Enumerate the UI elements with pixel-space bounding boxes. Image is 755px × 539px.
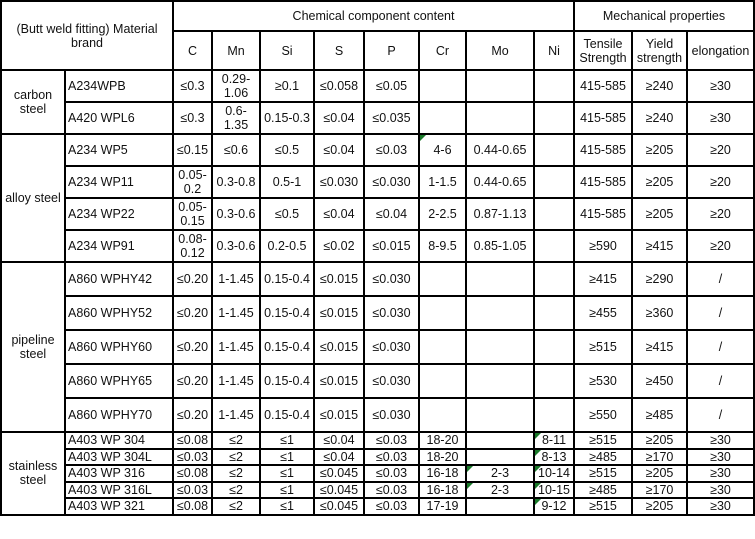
table-row: [1, 134, 754, 166]
steel-group-label: carbon steel: [1, 70, 65, 134]
value-cell-elongation: ≥20: [687, 134, 754, 166]
value-cell-cr: [419, 70, 466, 102]
material-brand-cell: A403 WP 316L: [65, 482, 173, 499]
material-brand-cell: A234 WP22: [65, 198, 173, 230]
column-header-elongation: elongation: [687, 31, 754, 70]
value-cell-c: ≤0.20: [173, 296, 212, 330]
value-cell-c: ≤0.08: [173, 465, 212, 482]
value-cell-p: ≤0.03: [364, 465, 419, 482]
value-cell-p: ≤0.030: [364, 364, 419, 398]
value-cell-mo: [466, 398, 534, 432]
value-cell-c: 0.05-0.2: [173, 166, 212, 198]
column-header-ni: Ni: [534, 31, 574, 70]
material-brand-cell: A234WPB: [65, 70, 173, 102]
value-cell-si: 0.2-0.5: [260, 230, 314, 262]
value-cell-c: ≤0.15: [173, 134, 212, 166]
table-row: [1, 198, 754, 230]
value-cell-c: ≤0.20: [173, 398, 212, 432]
value-cell-mo: [466, 70, 534, 102]
value-cell-tensile-strength: 415-585: [574, 134, 632, 166]
value-cell-si: ≤1: [260, 432, 314, 449]
value-cell-elongation: ≥30: [687, 482, 754, 499]
value-cell-elongation: ≥20: [687, 198, 754, 230]
value-cell-yield-strength: ≥170: [632, 449, 687, 466]
table-row: [1, 465, 754, 482]
table-row: [1, 70, 754, 102]
value-cell-s: ≤0.04: [314, 449, 364, 466]
table-row: [1, 432, 754, 449]
material-brand-cell: A860 WPHY65: [65, 364, 173, 398]
value-cell-yield-strength: ≥205: [632, 134, 687, 166]
value-cell-yield-strength: ≥450: [632, 364, 687, 398]
value-cell-mo: [466, 102, 534, 134]
value-cell-s: ≤0.058: [314, 70, 364, 102]
value-cell-yield-strength: ≥205: [632, 166, 687, 198]
value-cell-tensile-strength: ≥515: [574, 498, 632, 515]
value-cell-mn: 1-1.45: [212, 364, 260, 398]
value-cell-mn: ≤2: [212, 498, 260, 515]
table-row: [1, 166, 754, 198]
material-brand-cell: A234 WP91: [65, 230, 173, 262]
value-cell-ni: [534, 296, 574, 330]
value-cell-yield-strength: ≥240: [632, 70, 687, 102]
value-cell-ni: 8-11: [534, 432, 574, 449]
column-header-p: P: [364, 31, 419, 70]
value-cell-mn: 0.29-1.06: [212, 70, 260, 102]
value-cell-mn: ≤2: [212, 465, 260, 482]
value-cell-mn: ≤0.6: [212, 134, 260, 166]
value-cell-si: 0.15-0.4: [260, 330, 314, 364]
value-cell-cr: [419, 262, 466, 296]
value-cell-tensile-strength: ≥515: [574, 432, 632, 449]
value-cell-elongation: /: [687, 330, 754, 364]
table-row: [1, 330, 754, 364]
column-header-yield-strength: Yield strength: [632, 31, 687, 70]
value-cell-ni: 10-14: [534, 465, 574, 482]
value-cell-s: ≤0.045: [314, 465, 364, 482]
value-cell-yield-strength: ≥205: [632, 498, 687, 515]
value-cell-s: ≤0.015: [314, 398, 364, 432]
value-cell-s: ≤0.04: [314, 134, 364, 166]
value-cell-c: ≤0.20: [173, 262, 212, 296]
column-header-tensile-strength: Tensile Strength: [574, 31, 632, 70]
value-cell-mn: ≤2: [212, 482, 260, 499]
value-cell-si: ≤1: [260, 465, 314, 482]
value-cell-ni: [534, 364, 574, 398]
steel-group-label: pipeline steel: [1, 262, 65, 432]
value-cell-c: 0.05-0.15: [173, 198, 212, 230]
value-cell-yield-strength: ≥170: [632, 482, 687, 499]
value-cell-tensile-strength: 415-585: [574, 102, 632, 134]
value-cell-tensile-strength: ≥485: [574, 449, 632, 466]
value-cell-yield-strength: ≥205: [632, 198, 687, 230]
value-cell-yield-strength: ≥415: [632, 330, 687, 364]
material-brand-cell: A860 WPHY70: [65, 398, 173, 432]
value-cell-p: ≤0.030: [364, 296, 419, 330]
value-cell-mo: 0.87-1.13: [466, 198, 534, 230]
value-cell-ni: [534, 70, 574, 102]
steel-group-label: alloy steel: [1, 134, 65, 262]
material-brand-cell: A234 WP5: [65, 134, 173, 166]
value-cell-cr: [419, 364, 466, 398]
value-cell-elongation: /: [687, 262, 754, 296]
value-cell-si: 0.15-0.3: [260, 102, 314, 134]
value-cell-tensile-strength: 415-585: [574, 198, 632, 230]
table-row: [1, 398, 754, 432]
value-cell-tensile-strength: ≥530: [574, 364, 632, 398]
value-cell-ni: [534, 330, 574, 364]
value-cell-yield-strength: ≥205: [632, 432, 687, 449]
value-cell-p: ≤0.035: [364, 102, 419, 134]
value-cell-si: ≥0.1: [260, 70, 314, 102]
value-cell-mo: [466, 262, 534, 296]
value-cell-tensile-strength: ≥455: [574, 296, 632, 330]
value-cell-ni: [534, 166, 574, 198]
value-cell-tensile-strength: ≥550: [574, 398, 632, 432]
value-cell-cr: 1-1.5: [419, 166, 466, 198]
value-cell-ni: [534, 198, 574, 230]
value-cell-ni: [534, 230, 574, 262]
value-cell-tensile-strength: ≥485: [574, 482, 632, 499]
value-cell-s: ≤0.045: [314, 482, 364, 499]
value-cell-mo: 2-3: [466, 465, 534, 482]
value-cell-si: ≤0.5: [260, 198, 314, 230]
value-cell-ni: 8-13: [534, 449, 574, 466]
chemical-content-header: Chemical component content: [173, 1, 574, 31]
value-cell-mo: 0.44-0.65: [466, 166, 534, 198]
table-row: [1, 498, 754, 515]
value-cell-si: 0.15-0.4: [260, 398, 314, 432]
value-cell-c: ≤0.03: [173, 482, 212, 499]
value-cell-elongation: ≥30: [687, 465, 754, 482]
value-cell-s: ≤0.04: [314, 198, 364, 230]
table-row: [1, 482, 754, 499]
value-cell-cr: 4-6: [419, 134, 466, 166]
value-cell-elongation: ≥20: [687, 230, 754, 262]
material-brand-cell: A403 WP 316: [65, 465, 173, 482]
value-cell-s: ≤0.015: [314, 262, 364, 296]
value-cell-p: ≤0.030: [364, 166, 419, 198]
value-cell-ni: 10-15: [534, 482, 574, 499]
value-cell-cr: 17-19: [419, 498, 466, 515]
value-cell-tensile-strength: 415-585: [574, 166, 632, 198]
value-cell-elongation: ≥30: [687, 102, 754, 134]
value-cell-cr: [419, 330, 466, 364]
steel-group-label: stainless steel: [1, 432, 65, 515]
value-cell-p: ≤0.04: [364, 198, 419, 230]
value-cell-elongation: ≥30: [687, 70, 754, 102]
value-cell-c: ≤0.08: [173, 498, 212, 515]
value-cell-mo: [466, 364, 534, 398]
material-brand-cell: A234 WP11: [65, 166, 173, 198]
value-cell-s: ≤0.02: [314, 230, 364, 262]
value-cell-ni: 9-12: [534, 498, 574, 515]
value-cell-ni: [534, 134, 574, 166]
value-cell-yield-strength: ≥290: [632, 262, 687, 296]
value-cell-c: ≤0.3: [173, 102, 212, 134]
value-cell-mn: 0.6-1.35: [212, 102, 260, 134]
value-cell-p: ≤0.030: [364, 330, 419, 364]
value-cell-cr: [419, 102, 466, 134]
value-cell-c: 0.08-0.12: [173, 230, 212, 262]
value-cell-cr: 18-20: [419, 449, 466, 466]
value-cell-tensile-strength: 415-585: [574, 70, 632, 102]
column-header-cr: Cr: [419, 31, 466, 70]
value-cell-p: ≤0.030: [364, 398, 419, 432]
value-cell-mo: 2-3: [466, 482, 534, 499]
value-cell-ni: [534, 102, 574, 134]
value-cell-yield-strength: ≥415: [632, 230, 687, 262]
mechanical-properties-header: Mechanical properties: [574, 1, 754, 31]
value-cell-elongation: /: [687, 364, 754, 398]
value-cell-s: ≤0.015: [314, 330, 364, 364]
value-cell-si: ≤1: [260, 482, 314, 499]
table-row: [1, 296, 754, 330]
value-cell-mn: 1-1.45: [212, 296, 260, 330]
value-cell-tensile-strength: ≥415: [574, 262, 632, 296]
value-cell-yield-strength: ≥360: [632, 296, 687, 330]
value-cell-mo: 0.85-1.05: [466, 230, 534, 262]
column-header-mn: Mn: [212, 31, 260, 70]
value-cell-p: ≤0.015: [364, 230, 419, 262]
material-brand-cell: A860 WPHY60: [65, 330, 173, 364]
value-cell-c: ≤0.08: [173, 432, 212, 449]
value-cell-mn: 0.3-0.6: [212, 230, 260, 262]
column-header-c: C: [173, 31, 212, 70]
value-cell-mn: ≤2: [212, 449, 260, 466]
value-cell-mn: 0.3-0.8: [212, 166, 260, 198]
value-cell-cr: [419, 296, 466, 330]
value-cell-p: ≤0.03: [364, 449, 419, 466]
value-cell-elongation: ≥30: [687, 498, 754, 515]
value-cell-p: ≤0.03: [364, 134, 419, 166]
value-cell-tensile-strength: ≥515: [574, 465, 632, 482]
value-cell-mo: 0.44-0.65: [466, 134, 534, 166]
value-cell-p: ≤0.03: [364, 482, 419, 499]
value-cell-cr: 16-18: [419, 465, 466, 482]
value-cell-yield-strength: ≥240: [632, 102, 687, 134]
column-header-si: Si: [260, 31, 314, 70]
material-brand-cell: A403 WP 304: [65, 432, 173, 449]
value-cell-si: 0.5-1: [260, 166, 314, 198]
table-row: [1, 364, 754, 398]
value-cell-c: ≤0.03: [173, 449, 212, 466]
value-cell-s: ≤0.04: [314, 102, 364, 134]
material-brand-header: (Butt weld fitting) Material brand: [1, 1, 173, 70]
material-brand-cell: A860 WPHY42: [65, 262, 173, 296]
material-brand-cell: A403 WP 321: [65, 498, 173, 515]
value-cell-s: ≤0.015: [314, 364, 364, 398]
value-cell-elongation: /: [687, 296, 754, 330]
table-row: [1, 230, 754, 262]
value-cell-cr: 18-20: [419, 432, 466, 449]
value-cell-elongation: ≥30: [687, 449, 754, 466]
table-row: [1, 102, 754, 134]
value-cell-c: ≤0.20: [173, 330, 212, 364]
column-header-s: S: [314, 31, 364, 70]
value-cell-s: ≤0.04: [314, 432, 364, 449]
value-cell-c: ≤0.3: [173, 70, 212, 102]
value-cell-c: ≤0.20: [173, 364, 212, 398]
value-cell-mo: [466, 330, 534, 364]
material-brand-cell: A420 WPL6: [65, 102, 173, 134]
table-row: [1, 449, 754, 466]
value-cell-cr: 2-2.5: [419, 198, 466, 230]
value-cell-p: ≤0.05: [364, 70, 419, 102]
value-cell-si: 0.15-0.4: [260, 296, 314, 330]
value-cell-elongation: /: [687, 398, 754, 432]
value-cell-tensile-strength: ≥515: [574, 330, 632, 364]
value-cell-cr: 8-9.5: [419, 230, 466, 262]
value-cell-p: ≤0.03: [364, 432, 419, 449]
value-cell-mn: ≤2: [212, 432, 260, 449]
value-cell-si: 0.15-0.4: [260, 364, 314, 398]
value-cell-mn: 1-1.45: [212, 398, 260, 432]
value-cell-s: ≤0.030: [314, 166, 364, 198]
value-cell-mn: 0.3-0.6: [212, 198, 260, 230]
value-cell-tensile-strength: ≥590: [574, 230, 632, 262]
value-cell-mo: [466, 432, 534, 449]
value-cell-s: ≤0.045: [314, 498, 364, 515]
value-cell-mo: [466, 296, 534, 330]
value-cell-cr: 16-18: [419, 482, 466, 499]
value-cell-si: ≤1: [260, 449, 314, 466]
value-cell-yield-strength: ≥485: [632, 398, 687, 432]
value-cell-elongation: ≥20: [687, 166, 754, 198]
value-cell-mn: 1-1.45: [212, 330, 260, 364]
value-cell-mn: 1-1.45: [212, 262, 260, 296]
value-cell-si: ≤0.5: [260, 134, 314, 166]
value-cell-p: ≤0.030: [364, 262, 419, 296]
value-cell-yield-strength: ≥205: [632, 465, 687, 482]
value-cell-p: ≤0.03: [364, 498, 419, 515]
value-cell-s: ≤0.015: [314, 296, 364, 330]
value-cell-mo: [466, 498, 534, 515]
value-cell-elongation: ≥30: [687, 432, 754, 449]
material-brand-cell: A860 WPHY52: [65, 296, 173, 330]
value-cell-ni: [534, 398, 574, 432]
value-cell-si: ≤1: [260, 498, 314, 515]
value-cell-si: 0.15-0.4: [260, 262, 314, 296]
table-row: [1, 262, 754, 296]
value-cell-cr: [419, 398, 466, 432]
value-cell-mo: [466, 449, 534, 466]
value-cell-ni: [534, 262, 574, 296]
column-header-mo: Mo: [466, 31, 534, 70]
material-brand-cell: A403 WP 304L: [65, 449, 173, 466]
